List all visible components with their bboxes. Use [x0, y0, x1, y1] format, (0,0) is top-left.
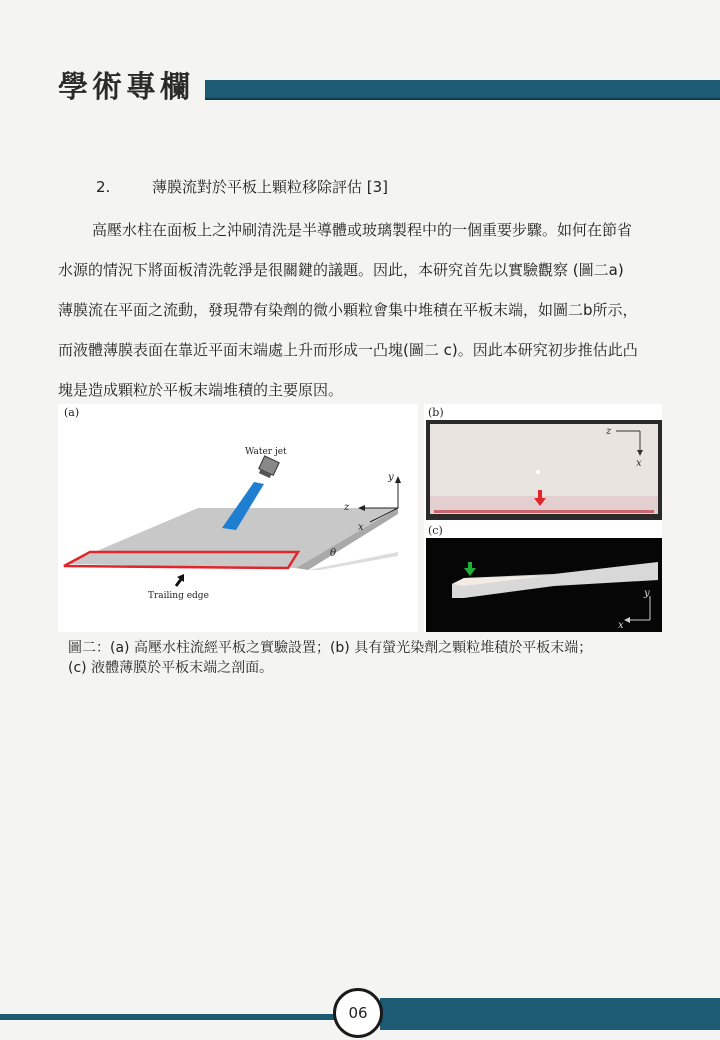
- panel-c-label: (c): [428, 524, 443, 537]
- axis-y-label: y: [388, 472, 394, 483]
- film-profile-photo: [424, 522, 662, 632]
- water-jet-label: Water jet: [245, 447, 287, 457]
- figure-caption: [68, 638, 668, 678]
- footer-bar-left: [0, 1014, 340, 1020]
- body-paragraph: [58, 210, 670, 410]
- experiment-setup-illustration: [58, 404, 418, 632]
- axis-x-label-b: x: [636, 458, 642, 469]
- water-jet-nozzle: [257, 456, 279, 479]
- axis-z-label-b: z: [606, 426, 612, 437]
- angle-label: θ: [330, 548, 337, 559]
- accumulated-particles: [434, 510, 654, 513]
- body-line: 薄膜流在平面之流動，發現帶有染劑的微小顆粒會集中堆積在平板末端，如圖二b所示，: [58, 301, 638, 319]
- section-heading: [96, 176, 388, 197]
- figure-panel-a: [58, 404, 418, 632]
- section-number: 2.: [96, 178, 111, 196]
- header-bar: [205, 80, 720, 100]
- section-title: 學術專欄: [58, 70, 194, 105]
- header-bar-underline: [205, 98, 720, 100]
- figure-panel-c: [424, 522, 662, 632]
- body-line: 水源的情況下將面板清洗乾淨是很關鍵的議題。因此，本研究首先以實驗觀察 (圖二a): [58, 261, 624, 279]
- caption-line: 圖二：(a) 高壓水柱流經平板之實驗設置；(b) 具有螢光染劑之顆粒堆積於平板末端；: [68, 640, 593, 656]
- caption-line: (c) 液體薄膜於平板末端之剖面。: [68, 660, 274, 676]
- page-number: 06: [333, 988, 383, 1038]
- axis-z-label: z: [344, 502, 350, 513]
- footer-bar-right: [380, 998, 720, 1030]
- body-line: 而液體薄膜表面在靠近平面末端處上升而形成一凸塊(圖二 c)。因此本研究初步推估此凸: [58, 341, 638, 359]
- section-heading-text: 薄膜流對於平板上顆粒移除評估 [3]: [152, 178, 389, 196]
- trailing-edge-label: Trailing edge: [148, 591, 209, 601]
- axis-x-label: x: [358, 522, 364, 533]
- particle-accumulation-photo: [424, 404, 662, 522]
- panel-b-label: (b): [428, 406, 444, 419]
- panel-a-label: (a): [64, 406, 80, 419]
- axis-y-label-c: y: [644, 588, 650, 599]
- axis-x-label-c: x: [618, 620, 624, 631]
- jet-impact-point: [536, 470, 540, 474]
- figure-panel-b: [424, 404, 662, 522]
- body-line: 塊是造成顆粒於平板末端堆積的主要原因。: [58, 381, 344, 399]
- body-line: 高壓水柱在面板上之沖刷清洗是半導體或玻璃製程中的一個重要步驟。如何在節省: [92, 221, 633, 239]
